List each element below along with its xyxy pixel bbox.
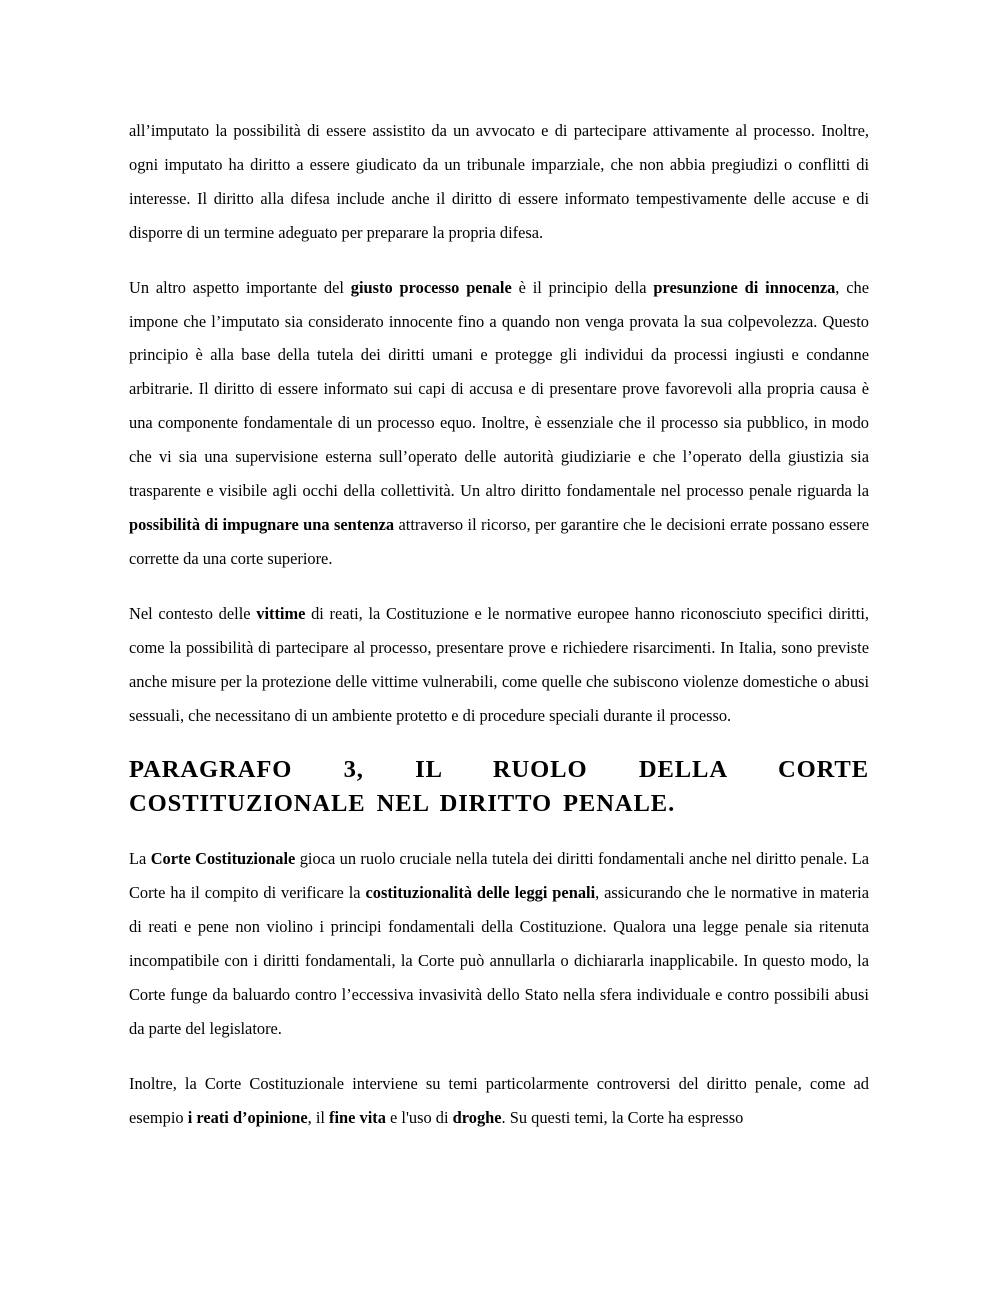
bold-term: possibilità di impugnare una sentenza [129, 514, 395, 534]
paragraph-right-to-defense [129, 114, 869, 250]
paragraph-fair-trial [129, 271, 869, 576]
text-run: all’imputato la possibilità di essere assistito da un avvocato e di partecipare attivamente al processo. Inoltre, ogni imputato ha diritto a essere giudicato da un tribunale imparziale, che non abbia pregiudizi o conflitti di interesse. Il diritto alla difesa include anche il diritto di essere informato tempestivamente delle accuse e di disporre di un termine adeguato per preparare la propria difesa. [129, 121, 869, 242]
paragraph-constitutional-court [129, 842, 869, 1045]
bold-term: costituzionalità delle leggi penali [365, 883, 596, 903]
bold-term: fine vita [329, 1107, 386, 1127]
text-run: Un altro aspetto importante del [129, 277, 351, 297]
text-run: è il principio della [511, 277, 654, 297]
bold-term: droghe [452, 1107, 502, 1127]
text-run: , che impone che l’imputato sia considerato innocente fino a quando non venga provata la sua colpevolezza. Questo principio è alla base della tutela dei diritti umani e protegge gli individui da processi ingiusti e condanne arbitrarie. Il diritto di essere informato sui capi di accusa e di presentare prove favorevoli alla propria causa è una componente fondamentale di un processo equo. Inoltre, è essenziale che il processo sia pubblico, in modo che vi sia una supervisione esterna sull’operato delle autorità giudiziarie e che l’operato della giustizia sia trasparente e visibile agli occhi della collettività. Un altro diritto fondamentale nel processo penale riguarda la [129, 277, 869, 501]
text-run: . Su questi temi, la Corte ha espresso [501, 1107, 744, 1127]
text-run: attraverso il ricorso, per garantire che le decisioni errate possano essere corrette da una corte superiore. [129, 514, 869, 568]
bold-term: presunzione di innocenza [653, 277, 836, 297]
bold-term: i reati d’opinione [187, 1107, 308, 1127]
section-heading: PARAGRAFO 3, IL RUOLO DELLA CORTE COSTITUZIONALE NEL DIRITTO PENALE. [129, 756, 869, 818]
text-run: Inoltre, la Corte Costituzionale interviene su temi particolarmente controversi del diritto penale, come ad esempio [129, 1073, 869, 1127]
text-run: Nel contesto delle [129, 603, 257, 623]
text-run: di reati, la Costituzione e le normative europee hanno riconosciuto specifici diritti, come la possibilità di partecipare al processo, presentare prove e richiedere risarcimenti. In Italia, sono previste anche misure per la protezione delle vittime vulnerabili, come quelle che subiscono violenze domestiche o abusi sessuali, che necessitano di un ambiente protetto e di procedure speciali durante il processo. [129, 603, 869, 725]
text-run: gioca un ruolo cruciale nella tutela dei diritti fondamentali anche nel diritto penale. La Corte ha il compito di verificare la [129, 849, 869, 903]
text-run: , assicurando che le normative in materia di reati e pene non violino i principi fondamentali della Costituzione. Qualora una legge penale sia ritenuta incompatibile con i diritti fondamentali, la Corte può annullarla o dichiararla inapplicabile. In questo modo, la Corte funge da baluardo contro l’eccessiva invasività dello Stato nella sfera individuale e contro possibili abusi da parte del legislatore. [129, 883, 870, 1038]
text-run: e l'uso di [385, 1107, 453, 1127]
bold-term: vittime [256, 603, 306, 623]
paragraph-controversial-topics [129, 1067, 869, 1135]
document-page [129, 114, 869, 1134]
bold-term: giusto processo penale [350, 277, 512, 297]
bold-term: Corte Costituzionale [150, 849, 296, 869]
text-run: , il [307, 1107, 330, 1127]
paragraph-victims [129, 597, 869, 733]
text-run: La [129, 849, 151, 869]
